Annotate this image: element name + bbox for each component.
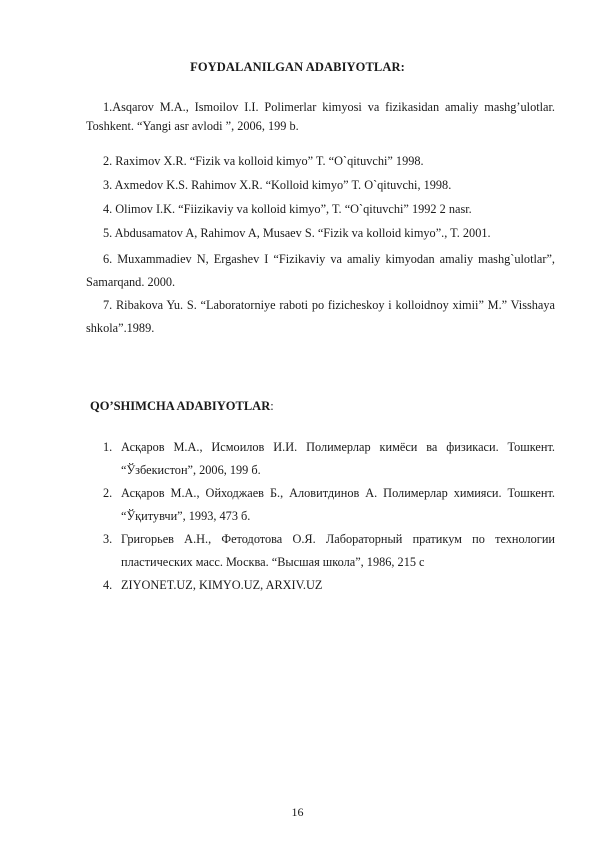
reference-1: 1.Asqarov M.A., Ismoilov I.I. Polimerlar kimyosi va fizikasidan amaliy mashg’ulotlar. Toshkent. “Yangi asr avlodi ”, 2006, 199 b.	[86, 100, 555, 133]
list-item: 2. Асқаров М.А., Ойходжаев Б., Аловитдинов А. Полимерлар химияси. Тошкент. “Ўқитувчи”, 1993, 473 б.	[103, 486, 555, 523]
list-item: 3. Григорьев А.Н., Фетодотова О.Я. Лабораторный пратикум по технологии пластических масс. Москва. “Высшая школа”, 1986, 215 с	[103, 532, 555, 569]
list-item: 1. Асқаров М.А., Исмоилов И.И. Полимерлар кимёси ва физикаси. Тошкент. “Ўзбекистон”, 2006, 199 б.	[103, 440, 555, 477]
section-heading: QO’SHIMCHA ADABIYOTLAR:	[90, 399, 274, 413]
additional-references-list	[103, 436, 555, 597]
list-item: 4. ZIYONET.UZ, KIMYO.UZ, ARXIV.UZ	[103, 578, 323, 592]
reference-6: 6. Muxammadiev N, Ergashev I “Fizikaviy va amaliy kimyodan amaliy mashg`ulotlar”, Samarqand. 2000.	[86, 252, 555, 289]
reference-2: 2. Raximov X.R. “Fizik va kolloid kimyo” T. “O`qituvchi” 1998.	[103, 154, 424, 168]
page-number: 16	[291, 805, 304, 819]
reference-3: 3. Axmedov K.S. Rahimov X.R. “Kolloid kimyo” T. O`qituvchi, 1998.	[103, 178, 452, 192]
reference-5: 5. Abdusamatov A, Rahimov A, Musaev S. “Fizik va kolloid kimyo”., T. 2001.	[103, 226, 491, 240]
reference-7: 7. Ribakova Yu. S. “Laboratorniye raboti po fizicheskoy i kolloidnoy ximii” M.” Visshaya shkola”.1989.	[86, 298, 555, 335]
page-title: FOYDALANILGAN ADABIYOTLAR:	[190, 60, 405, 74]
reference-4: 4. Olimov I.K. “Fiizikaviy va kolloid kimyo”, T. “O`qituvchi” 1992 2 nasr.	[103, 202, 472, 216]
